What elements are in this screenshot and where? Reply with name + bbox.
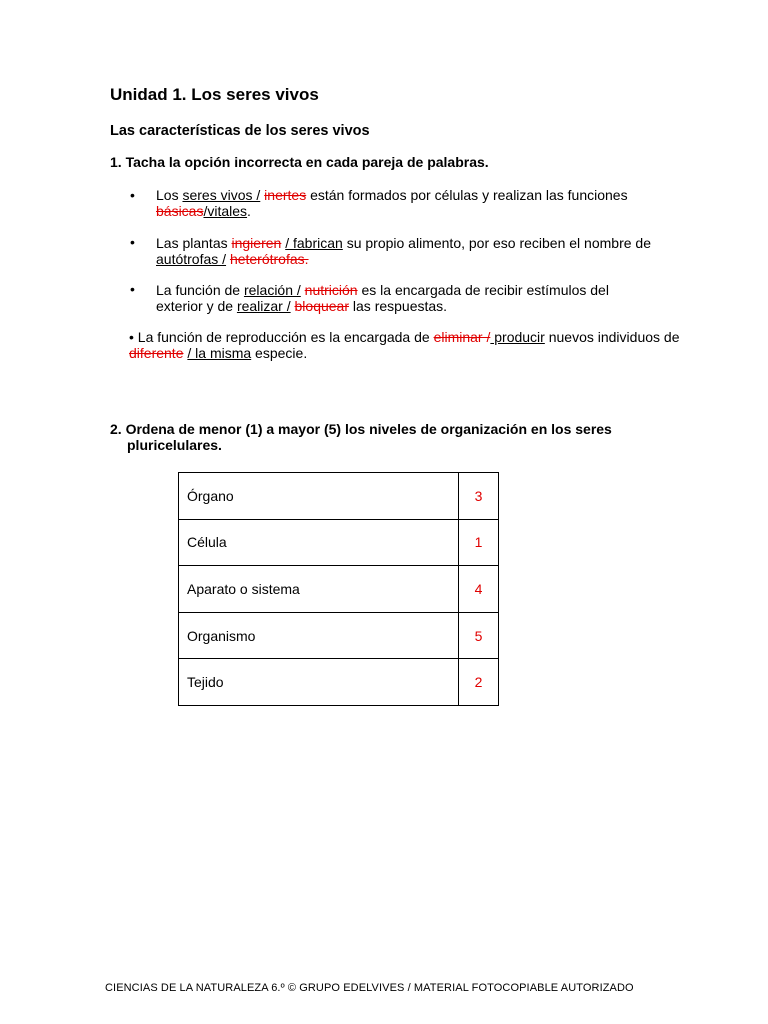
option-struck: nutrición [304,282,358,298]
question-1-prompt: 1. Tacha la opción incorrecta en cada pareja de palabras. [110,154,489,170]
option-struck: heterótrofas. [229,251,309,267]
option-correct: producir [490,329,545,345]
question-2-prompt: 2. Ordena de menor (1) a mayor (5) los niveles de organización en los seres [110,421,612,437]
level-name: Organismo [179,612,459,659]
bullet-item-2: Las plantas ingieren / fabrican su propio alimento, por eso reciben el nombre de autótrofas / heterótrofas. [156,235,651,267]
option-correct: relación / [243,282,301,298]
bullet-item-1: Los seres vivos / inertes están formados por células y realizan las funciones básicas/vitales. [156,187,628,219]
option-struck: básicas [156,203,204,219]
bullet-marker: • [130,234,135,250]
option-correct: seres vivos / [182,187,261,203]
level-name: Aparato o sistema [179,566,459,613]
table-row [179,519,499,566]
level-rank[interactable]: 5 [459,612,499,659]
option-struck: inertes [264,187,307,203]
question-2-prompt-cont: pluricelulares. [127,437,222,453]
option-correct: realizar / [236,298,291,314]
table-row [179,473,499,520]
bullet-marker: • [130,187,135,203]
section-subtitle: Las características de los seres vivos [110,123,370,139]
page-footer: CIENCIAS DE LA NATURALEZA 6.º © GRUPO EDELVIVES / MATERIAL FOTOCOPIABLE AUTORIZADO [105,982,634,994]
option-correct: autótrofas / [156,251,227,267]
level-rank[interactable]: 2 [459,659,499,706]
table-row [179,612,499,659]
bullet-item-3: La función de relación / nutrición es la encargada de recibir estímulos del exterior y de realizar / bloquear las respuestas. [156,282,609,314]
level-rank[interactable]: 3 [459,473,499,520]
option-struck: diferente [129,345,184,361]
page-title: Unidad 1. Los seres vivos [110,85,319,104]
bullet-marker: • [129,329,134,345]
bullet-marker: • [130,281,135,297]
option-struck: eliminar / [433,329,491,345]
level-rank[interactable]: 1 [459,519,499,566]
option-correct: / fabrican [285,235,343,251]
organization-levels-table [178,472,499,706]
level-name: Célula [179,519,459,566]
bullet-item-4: • La función de reproducción es la encargada de eliminar / producir nuevos individuos de diferente / la misma especie. [129,329,680,361]
option-correct: / la misma [187,345,252,361]
table-row [179,566,499,613]
table-row [179,659,499,706]
option-struck: ingieren [231,235,282,251]
option-correct: /vitales [203,203,248,219]
level-rank[interactable]: 4 [459,566,499,613]
option-struck: bloquear [294,298,350,314]
level-name: Órgano [179,473,459,520]
level-name: Tejido [179,659,459,706]
